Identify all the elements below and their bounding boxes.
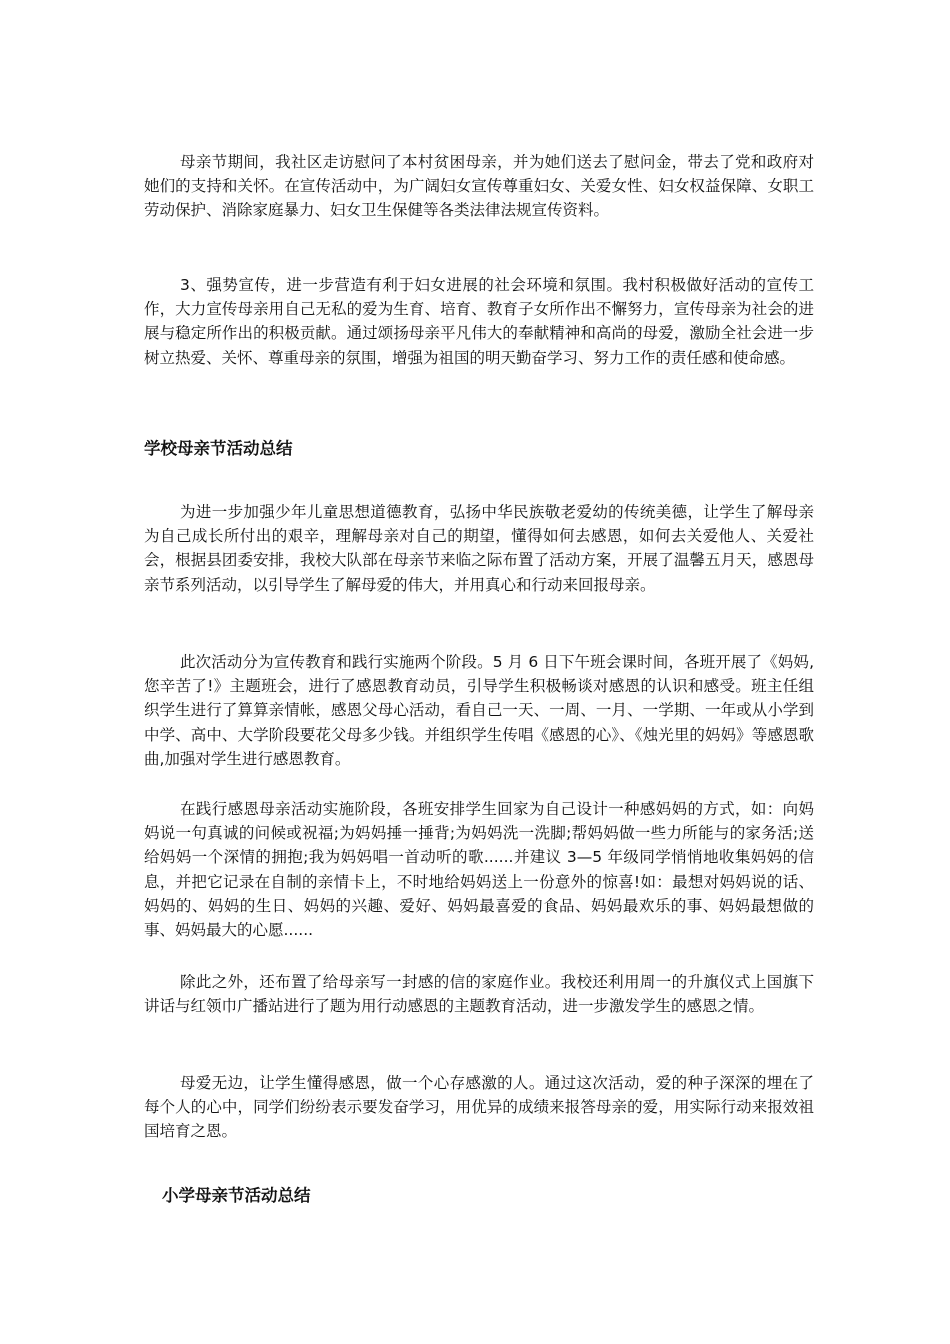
paragraph-publicity: 3、强势宣传，进一步营造有利于妇女进展的社会环境和氛围。我村积极做好活动的宣传工作，大力宣传母亲用自己无私的爱为生育、培育、教育子女所作出不懈努力，宣传母亲为社会的进展与稳定所作出的积极贡献。通过颂扬母亲平凡伟大的奉献精神和高尚的母爱，激励全社会进一步树立热爱、关怀、尊重母亲的氛围，增强为祖国的明天勤奋学习、努力工作的责任感和使命感。 — [144, 276, 814, 367]
paragraph-activity-stages: 此次活动分为宣传教育和践行实施两个阶段。5 月 6 日下午班会课时间，各班开展了《妈妈,您辛苦了!》主题班会，进行了感恩教育动员，引导学生积极畅谈对感恩的认识和感受。班主任组织学生进行了算算亲情帐，感恩父母心活动，看自己一天、一周、一月、一学期、一年或从小学到中学、高中、大学阶段要花父母多少钱。并组织学生传唱《感恩的心》、《烛光里的妈妈》等感恩歌曲,加强对学生进行感恩教育。 — [144, 653, 814, 768]
paragraph-letter-homework: 除此之外，还布置了给母亲写一封感的信的家庭作业。我校还利用周一的升旗仪式上国旗下讲话与红领巾广播站进行了题为用行动感恩的主题教育活动，进一步激发学生的感恩之情。 — [144, 973, 814, 1016]
paragraph-practice-stage: 在践行感恩母亲活动实施阶段，各班安排学生回家为自己设计一种感妈妈的方式，如：向妈妈说一句真诚的问候或祝福;为妈妈捶一捶背;为妈妈洗一洗脚;帮妈妈做一些力所能与的家务活;送给妈妈一个深情的拥抱;我为妈妈唱一首动听的歌......并建议 3—5 年级同学悄悄地收集妈妈的信息，并把它记录在自制的亲情卡上，不时地给妈妈送上一份意外的惊喜!如：最想对妈妈说的话、妈妈的、妈妈的生日、妈妈的兴趣、爱好、妈妈最喜爱的食品、妈妈最欢乐的事、妈妈最想做的事、妈妈最大的心愿...... — [144, 800, 814, 940]
paragraph-visit-mothers: 母亲节期间，我社区走访慰问了本村贫困母亲，并为她们送去了慰问金，带去了党和政府对她们的支持和关怀。在宣传活动中，为广阔妇女宣传尊重妇女、关爱女性、妇女权益保障、女职工劳动保护、消除家庭暴力、妇女卫生保健等各类法律法规宣传资料。 — [144, 153, 814, 220]
heading-school-summary: 学校母亲节活动总结 — [144, 439, 293, 458]
paragraph-school-intro: 为进一步加强少年儿童思想道德教育，弘扬中华民族敬老爱幼的传统美德，让学生了解母亲为自己成长所付出的艰辛，理解母亲对自己的期望，懂得如何去感恩，如何去关爱他人、关爱社会，根据县团委安排，我校大队部在母亲节来临之际布置了活动方案，开展了温馨五月天，感恩母亲节系列活动，以引导学生了解母爱的伟大，并用真心和行动来回报母亲。 — [144, 503, 814, 594]
heading-primary-summary: 小学母亲节活动总结 — [162, 1186, 311, 1205]
paragraph-conclusion: 母爱无边，让学生懂得感恩，做一个心存感激的人。通过这次活动，爱的种子深深的埋在了每个人的心中，同学们纷纷表示要发奋学习，用优异的成绩来报答母亲的爱，用实际行动来报效祖国培育之恩。 — [144, 1074, 814, 1141]
